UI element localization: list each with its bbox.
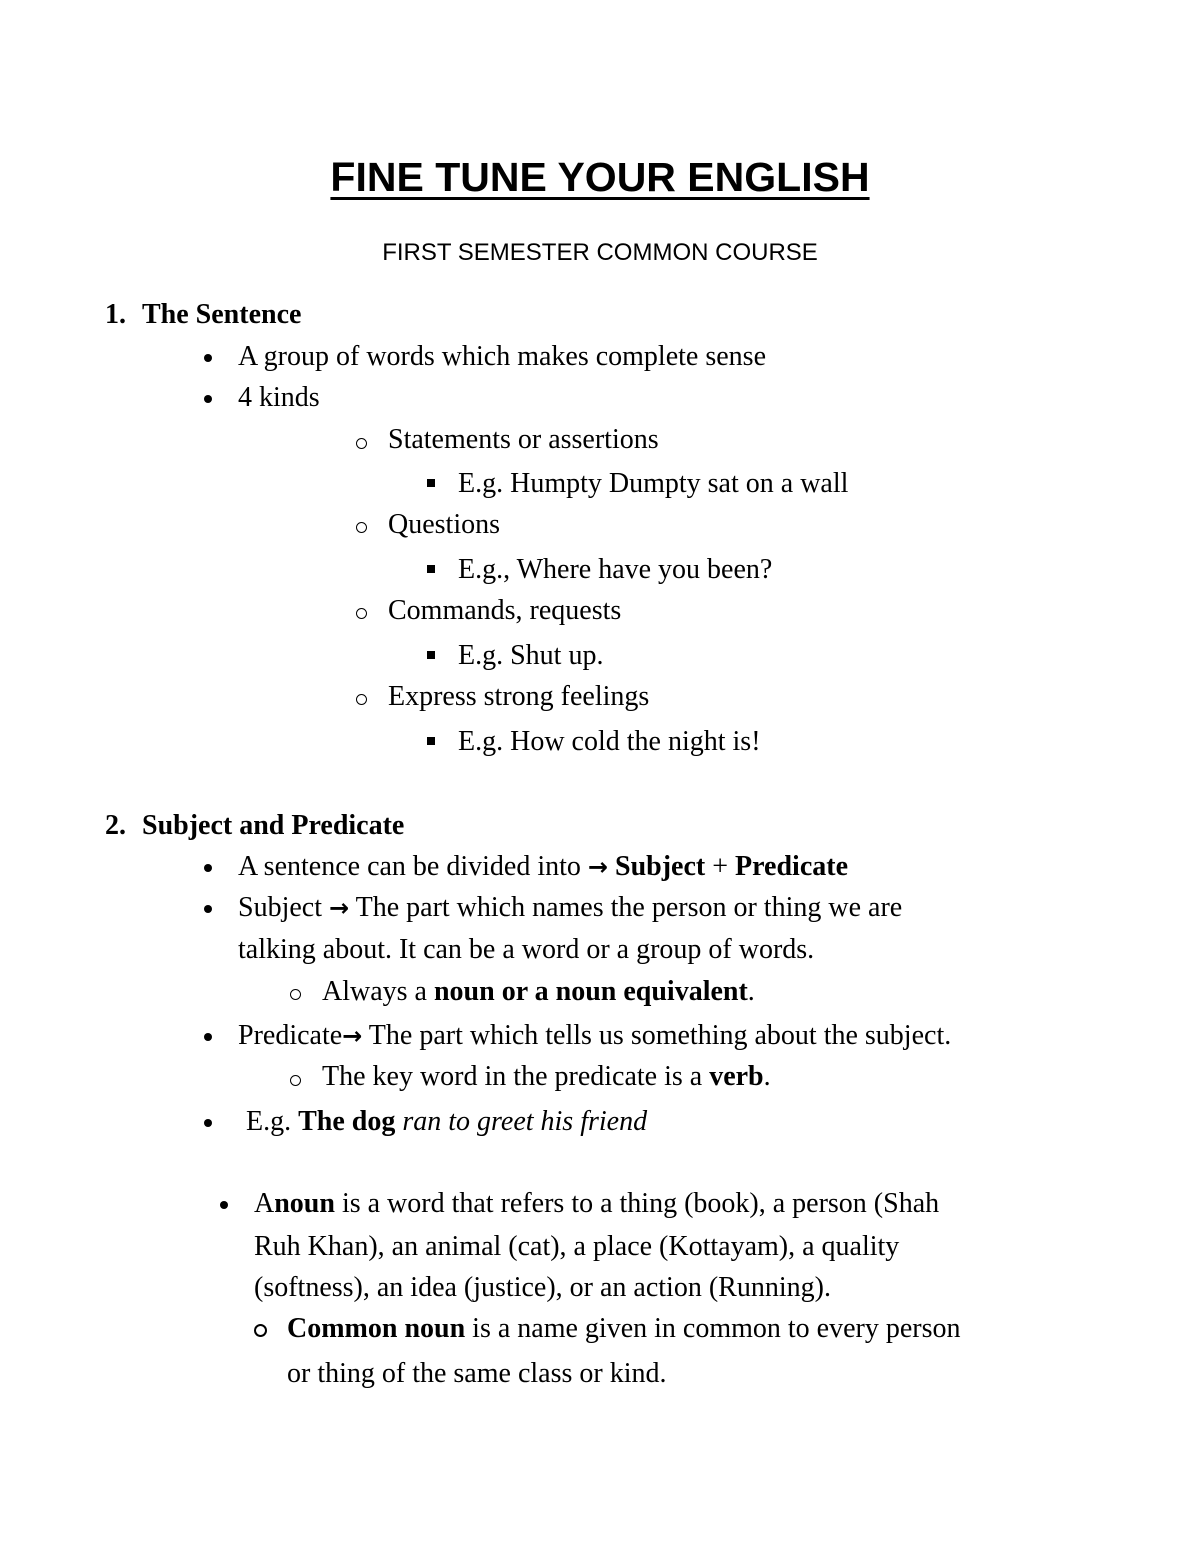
text-bold: The dog <box>298 1106 396 1137</box>
bullet-dot-icon <box>220 1201 228 1209</box>
page-title: FINE TUNE YOUR ENGLISH <box>330 154 870 200</box>
text: Subject <box>238 892 322 923</box>
circle-bullet-icon <box>290 1075 301 1086</box>
square-bullet-icon <box>427 479 435 487</box>
square-bullet-icon <box>427 651 435 659</box>
text: . <box>747 976 755 1007</box>
list-item: Questions <box>388 509 500 540</box>
circle-bullet-icon <box>290 989 301 1000</box>
bullet-dot-icon <box>204 1119 212 1127</box>
text-bold: Predicate <box>735 851 849 882</box>
list-item <box>287 1309 961 1349</box>
section-2-heading: Subject and Predicate <box>142 810 405 841</box>
list-item <box>246 1102 647 1142</box>
list-item-continuation: or thing of the same class or kind. <box>287 1358 667 1389</box>
text-bold: verb <box>709 1061 764 1092</box>
arrow-right-icon: → <box>342 1022 363 1050</box>
circle-bullet-icon <box>356 522 367 533</box>
bullet-dot-icon <box>204 864 212 872</box>
bullet-dot-icon <box>204 1033 212 1041</box>
bullet-dot-icon <box>204 395 212 403</box>
text: . <box>763 1061 771 1092</box>
square-bullet-icon <box>427 565 435 573</box>
bullet-dot-icon <box>204 905 212 913</box>
text: is a name given in common to every person <box>472 1313 961 1344</box>
text: + <box>712 851 729 882</box>
circle-bullet-icon <box>356 438 367 449</box>
text-bold: noun or a noun equivalent <box>433 976 748 1007</box>
list-item <box>322 1057 771 1097</box>
list-item: Express strong feelings <box>388 681 650 712</box>
list-item: E.g. How cold the night is! <box>458 726 761 757</box>
bullet-dot-icon <box>204 354 212 362</box>
circle-bullet-icon <box>356 608 367 619</box>
list-item <box>238 1016 951 1056</box>
section-1-heading: The Sentence <box>142 299 302 330</box>
list-item <box>238 888 902 928</box>
text: The part which tells us something about the subject. <box>368 1020 952 1051</box>
text: Always a <box>322 976 427 1007</box>
circle-bullet-icon <box>254 1324 267 1337</box>
section-1-number: 1. <box>105 299 126 330</box>
circle-bullet-icon <box>356 694 367 705</box>
text: The part which names the person or thing we are <box>355 892 903 923</box>
list-item: E.g. Shut up. <box>458 640 604 671</box>
text: The key word in the predicate is a <box>322 1061 703 1092</box>
text: is a word that refers to a thing (book), a person (Shah <box>341 1188 940 1219</box>
page-subtitle: FIRST SEMESTER COMMON COURSE <box>382 239 818 266</box>
text-bold: Common noun <box>287 1313 466 1344</box>
list-item: E.g., Where have you been? <box>458 554 773 585</box>
list-item: A group of words which makes complete sense <box>238 341 766 372</box>
list-item-continuation: (softness), an idea (justice), or an action (Running). <box>254 1272 831 1303</box>
list-item: Statements or assertions <box>388 424 659 455</box>
list-item <box>254 1184 939 1224</box>
text: E.g. <box>246 1106 292 1137</box>
list-item <box>238 847 848 887</box>
list-item-continuation: Ruh Khan), an animal (cat), a place (Kottayam), a quality <box>254 1231 900 1262</box>
text-bold: noun <box>274 1188 335 1219</box>
arrow-right-icon: → <box>329 894 350 922</box>
list-item <box>322 972 755 1012</box>
text: Predicate <box>238 1020 343 1051</box>
text: A <box>254 1188 275 1219</box>
section-2-number: 2. <box>105 810 126 841</box>
text-bold: Subject <box>615 851 706 882</box>
list-item: Commands, requests <box>388 595 622 626</box>
arrow-right-icon: → <box>587 853 608 881</box>
text: A sentence can be divided into <box>238 851 581 882</box>
text-italic: ran to greet his friend <box>402 1106 648 1137</box>
list-item-continuation: talking about. It can be a word or a group of words. <box>238 934 815 965</box>
list-item: 4 kinds <box>238 382 320 413</box>
list-item: E.g. Humpty Dumpty sat on a wall <box>458 468 849 499</box>
square-bullet-icon <box>427 737 435 745</box>
